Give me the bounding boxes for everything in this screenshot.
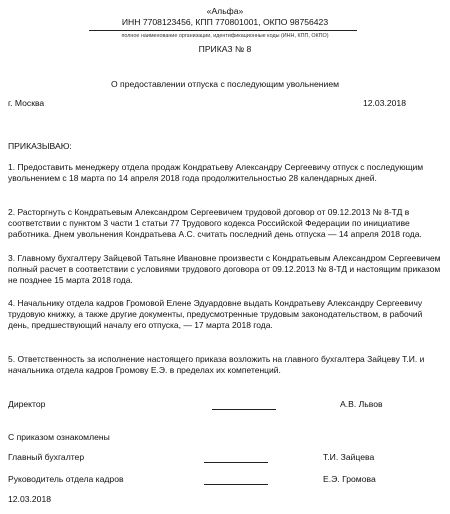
organization-underline xyxy=(89,30,357,31)
order-title: ПРИКАЗ № 8 xyxy=(198,44,252,54)
order-city: г. Москва xyxy=(8,98,45,108)
acquaintance-date: 12.03.2018 xyxy=(8,494,52,504)
hr-name: Е.Э. Громова xyxy=(323,474,376,484)
order-item-4: 4. Начальнику отдела кадров Громовой Елене Эдуардовне выдать Кондратьеву Александру Сергеевичу трудовую книжку, а также другие документы, предусмотренные трудовым законодательством, в рабочий день, предшествующий началу его отпуска, — 17 марта 2018 года. xyxy=(8,298,423,330)
accountant-title: Главный бухгалтер xyxy=(8,452,85,462)
order-subject: О предоставлении отпуска с последующим увольнением xyxy=(110,79,340,89)
order-item-5: 5. Ответственность за исполнение настоящего приказа возложить на главного бухгалтера Зайцеву Т.И. и начальника отдела кадров Громову Е.Э. в пределах их компетенций. xyxy=(8,354,425,375)
hr-title: Руководитель отдела кадров xyxy=(8,474,124,484)
accountant-signature-line xyxy=(204,462,268,463)
director-signature-line xyxy=(212,409,276,410)
accountant-name: Т.И. Зайцева xyxy=(323,452,375,462)
order-date: 12.03.2018 xyxy=(362,98,406,108)
organization-name: «Альфа» xyxy=(206,6,244,16)
order-item-2: 2. Расторгнуть с Кондратьевым Александром Сергеевичем трудовой договор от 09.12.2013 № 8-ТД в соответствии с пунктом 3 части 1 статьи 77 Трудового кодекса Российской Федерации по инициативе работника. Днем увольнения Кондратьева А.С. считать последний день отпуска — 14 апреля 2018 года. xyxy=(8,207,422,239)
organization-ids: ИНН 7708123456, КПП 770801001, ОКПО 98756423 xyxy=(121,17,329,27)
acquainted-heading: С приказом ознакомлены xyxy=(8,432,110,442)
hr-signature-line xyxy=(204,484,268,485)
order-item-1: 1. Предоставить менеджеру отдела продаж Кондратьеву Александру Сергеевичу отпуск с последующим увольнением с 18 марта по 14 апреля 2018 года продолжительностью 28 календарных дней. xyxy=(8,162,424,183)
organization-caption: полное наименование организации, идентификационные коды (ИНН, КПП, ОКПО) xyxy=(121,33,329,39)
order-item-3: 3. Главному бухгалтеру Зайцевой Татьяне Ивановне произвести с Кондратьевым Александром Сергеевичем полный расчет в соответствии с условиями трудового договора от 09.12.2013 № 8-ТД и настоящим приказом не позднее 15 марта 2018 года. xyxy=(8,253,441,285)
order-directive: ПРИКАЗЫВАЮ: xyxy=(8,141,72,151)
director-name: А.В. Львов xyxy=(340,399,383,409)
director-title: Директор xyxy=(8,399,46,409)
